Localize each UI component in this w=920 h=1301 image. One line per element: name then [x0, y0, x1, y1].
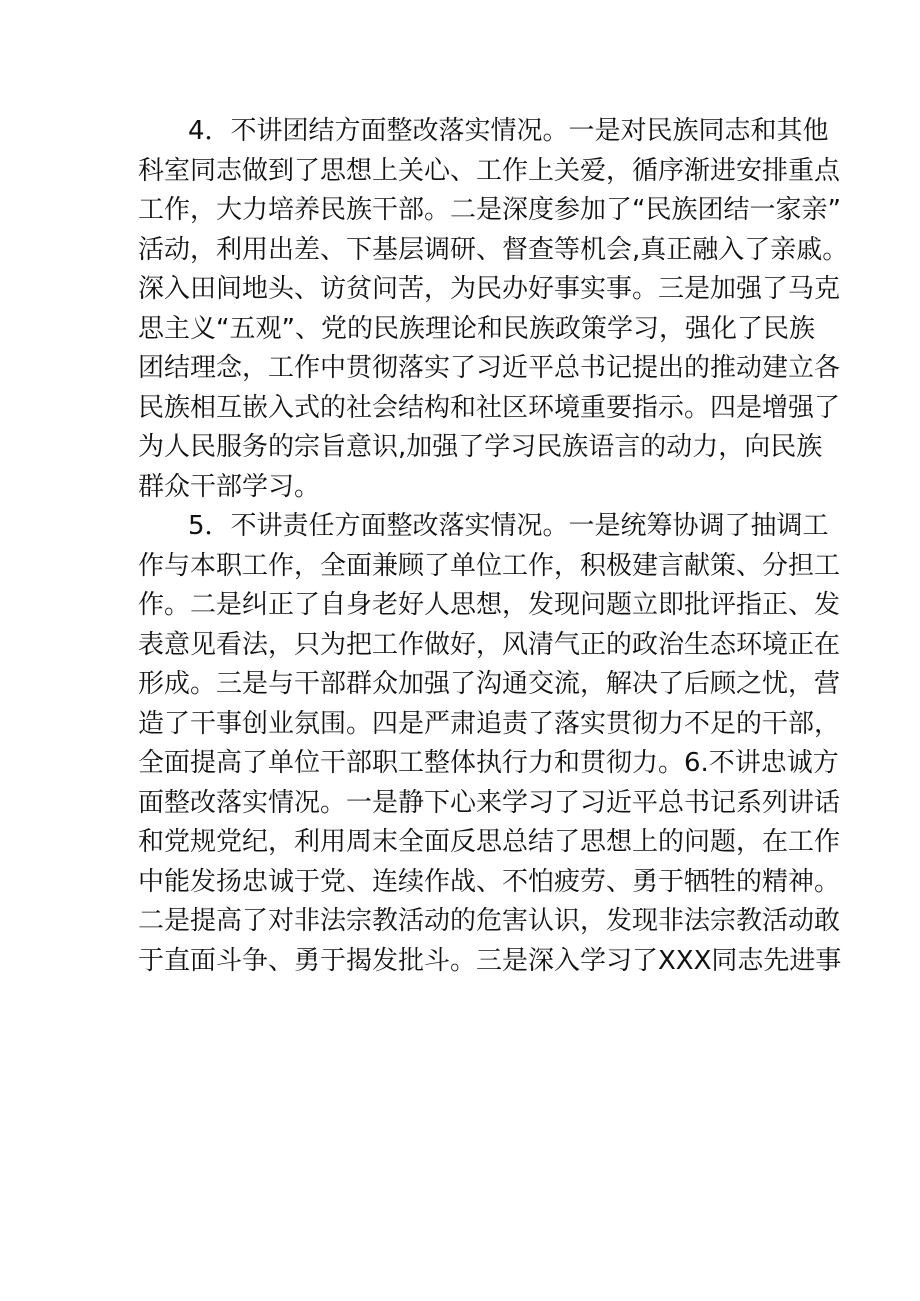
text-line: 团结理念，工作中贯彻落实了习近平总书记提出的推动建立各 [138, 353, 841, 383]
text-line: 4．不讲团结方面整改落实情况。一是对民族同志和其他 [188, 116, 829, 146]
text-line: 中能发扬忠诚于党、连续作战、不怕疲劳、勇于牺牲的精神。 [138, 866, 841, 897]
text-line: 二是提高了对非法宗教活动的危害认识，发现非法宗教活动敢 [138, 906, 841, 936]
text-line: 民族相互嵌入式的社会结构和社区环境重要指示。四是增强了 [138, 392, 841, 423]
text-line: 为人民服务的宗旨意识,加强了学习民族语言的动力，向民族 [138, 432, 823, 462]
text-line: 作。二是纠正了自身老好人思想，发现问题立即批评指正、发 [138, 590, 841, 620]
text-line: 表意见看法，只为把工作做好，风清气正的政治生态环境正在 [138, 629, 841, 660]
text-line: 作与本职工作，全面兼顾了单位工作，积极建言献策、分担工 [138, 550, 841, 581]
document-body [138, 112, 849, 981]
text-line: 造了干事创业氛围。四是严肃追责了落实贯彻力不足的干部， [138, 708, 841, 739]
text-line: 群众干部学习。 [138, 471, 321, 502]
text-line: 面整改落实情况。一是静下心来学习了习近平总书记系列讲话 [138, 787, 841, 818]
text-line: 活动，利用出差、下基层调研、督查等机会,真正融入了亲戚。 [138, 234, 849, 265]
text-line: 科室同志做到了思想上关心、工作上关爱，循序渐进安排重点 [138, 155, 841, 186]
text-line: 工作，大力培养民族干部。二是深度参加了“民族团结一家亲” [138, 195, 841, 225]
text-line: 5．不讲责任方面整改落实情况。一是统筹协调了抽调工 [188, 511, 829, 541]
text-line: 于直面斗争、勇于揭发批斗。三是深入学习了XXX同志先进事 [138, 945, 842, 976]
text-line: 和党规党纪，利用周末全面反思总结了思想上的问题，在工作 [138, 827, 841, 857]
text-line: 思主义“五观”、党的民族理论和民族政策学习，强化了民族 [138, 313, 815, 344]
text-line: 形成。三是与干部群众加强了沟通交流，解决了后顾之忧，营 [138, 669, 841, 699]
text-line: 全面提高了单位干部职工整体执行力和贯彻力。6.不讲忠诚方 [138, 748, 839, 778]
text-line: 深入田间地头、访贫问苦，为民办好事实事。三是加强了马克 [138, 274, 841, 304]
